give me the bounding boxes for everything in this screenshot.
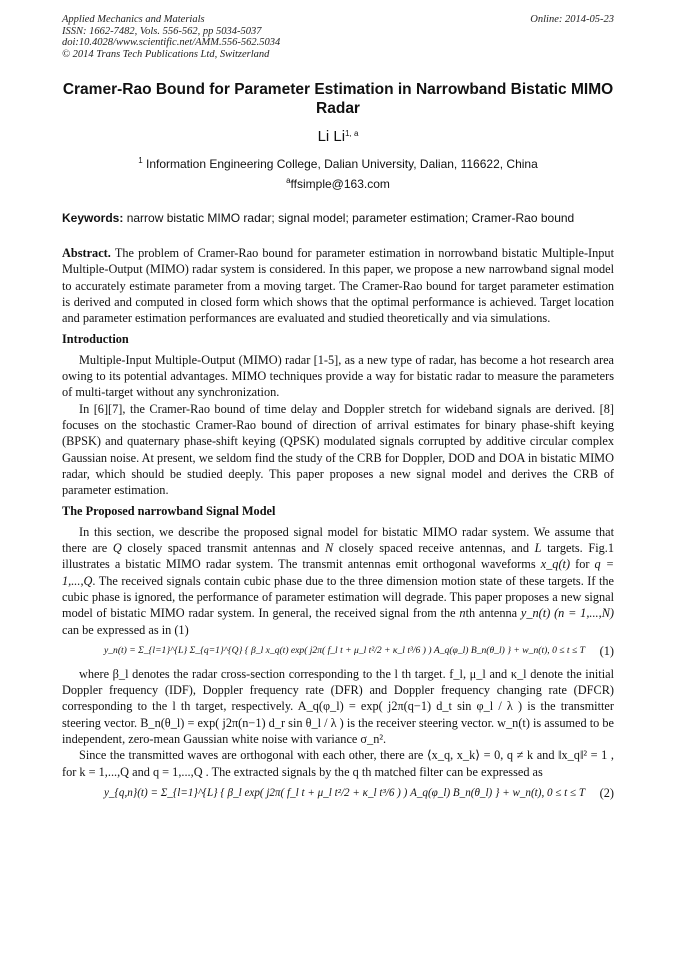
doi-line: doi:10.4028/www.scientific.net/AMM.556-562.5034 (62, 37, 281, 48)
math-yn: y_n(t) (520, 606, 551, 621)
email-mark: a (286, 176, 291, 185)
author-line (62, 128, 614, 145)
math-Q: Q (112, 541, 122, 556)
equation-2-number: (2) (599, 785, 614, 800)
equation-1-number: (1) (599, 643, 614, 658)
email-line (62, 177, 614, 191)
abstract-label: Abstract. (62, 246, 111, 260)
copyright-line: © 2014 Trans Tech Publications Ltd, Switzerland (62, 48, 270, 60)
model-paragraph-3: Since the transmitted waves are orthogonal with each other, there are ⟨x_q, x_k⟩ = 0, q ≠ k and ‖x_q‖² = 1 , for k = 1,...,Q and q = 1,...,Q . The extracted signals by the q th matched filter can be expressed as (62, 748, 614, 779)
equation-2-body: y_{q,n}(t) = Σ_{l=1}^{L} { β_l exp( j2π( f_l t + μ_l t²/2 + κ_l t³/6 ) ) A_q(φ_l) B_n(θ_l) } + w_n(t), 0 ≤ t ≤ T (104, 786, 586, 799)
section-heading-signal-model: The Proposed narrowband Signal Model (62, 504, 276, 519)
math-n-range: (n = 1,...,N) (554, 606, 614, 621)
equation-1 (62, 640, 614, 664)
abstract (62, 245, 614, 326)
journal-name: Applied Mechanics and Materials (62, 14, 205, 25)
affiliation (62, 157, 614, 171)
keywords-label: Keywords: (62, 211, 124, 225)
online-date: Online: 2014-05-23 (530, 14, 614, 25)
keywords (62, 211, 614, 225)
author-name: Li Li (317, 128, 346, 145)
paper-title: Cramer-Rao Bound for Parameter Estimation in Narrowband Bistatic MIMO Radar (62, 81, 614, 117)
intro-paragraph-1: Multiple-Input Multiple-Output (MIMO) radar [1-5], as a new type of radar, has become a hot research area owing to its potential advantages. MIMO techniques provide a way for bistatic radar to measure the parameters of multi-target without any synchronization. (62, 352, 614, 400)
equation-1-body: y_n(t) = Σ_{l=1}^{L} Σ_{q=1}^{Q} { β_l x_q(t) exp( j2π( f_l t + μ_l t²/2 + κ_l t³/6 ) ) A_q(φ_l) B_n(θ_l) } + w_n(t), 0 ≤ t ≤ T (104, 644, 585, 656)
section-heading-introduction: Introduction (62, 332, 129, 347)
author-mark: 1, a (345, 129, 359, 138)
math-xq: x_q(t) (540, 557, 571, 572)
affiliation-mark: 1 (138, 156, 143, 165)
equation-2 (62, 782, 614, 806)
paper-body (62, 245, 614, 808)
abstract-text: The problem of Cramer-Rao bound for parameter estimation in norrowband bistatic Multiple-Input Multiple-Output (MIMO) radar system is considered. In this paper, we propose a new narrowband signal model to accurately estimate parameter from a moving target. The Cramer-Rao bound for target parameter estimation is derived and computed in closed form which shows that the optimal performance is achieved. Target location and parameter estimation performances are evaluated and studied theoretically and via simulations. (62, 246, 614, 326)
issn-line: ISSN: 1662-7482, Vols. 556-562, pp 5034-5037 (62, 25, 262, 37)
intro-paragraph-2: In [6][7], the Cramer-Rao bound of time delay and Doppler stretch for wideband signals are derived. [8] focuses on the stochastic Cramer-Rao bound of direction of arrival estimates for binary phase-shift keying (BPSK) and quaternary phase-shift keying (QPSK) modulated signals corrupted by additive circular complex Gaussian noise. At present, we seldom find the study of the CRB for Doppler, DOD and DOA in bistatic MIMO radar, which should be studied deeply. This paper proposes a new signal model and derives the CRB of parameter estimation. (62, 401, 614, 498)
journal-header (62, 14, 280, 60)
model-paragraph-1: In this section, we describe the proposed signal model for bistatic MIMO radar system. We assume that there are Q closely spaced transmit antennas and N closely spaced receive antennas, and L targets. Fig.1 illustrates a bistatic MIMO radar system. The transmit antennas emit orthogonal waveforms x_q(t) for q = 1,...,Q. The received signals contain cubic phase due to the three dimension motion state of these targets. If the cubic phase is ignored, the performance of parameter estimation will degrade. This paper proposes a new signal model of bistatic MIMO radar system. In general, the received signal from the nth antenna y_n(t) (n = 1,...,N) can be expressed as in (1) (62, 524, 615, 637)
math-L: L (534, 541, 542, 556)
math-n: n (459, 606, 466, 621)
math-q-range: q = 1,...,Q (62, 557, 615, 588)
model-paragraph-2: where β_l denotes the radar cross-section corresponding to the l th target. f_l, μ_l and κ_l denote the initial Doppler frequency (IDF), Doppler frequency rate (DFR) and Doppler frequency changing rate (DFCR) corresponding to the l th target, respectively. A_q(φ_l) = exp( j2π(q−1) d_t sin φ_l / λ ) is the transmitter steering vector. B_n(θ_l) = exp( j2π(n−1) d_r sin θ_l / λ ) is the receiver steering vector. w_n(t) is assumed to be independent, zero-mean Gaussian white noise with variance σ_n². (62, 666, 614, 747)
math-N: N (324, 541, 334, 556)
keywords-text: narrow bistatic MIMO radar; signal model; parameter estimation; Cramer-Rao bound (126, 211, 575, 225)
email-address: ffsimple@163.com (290, 177, 390, 191)
affiliation-text: Information Engineering College, Dalian University, Dalian, 116622, China (146, 157, 538, 171)
